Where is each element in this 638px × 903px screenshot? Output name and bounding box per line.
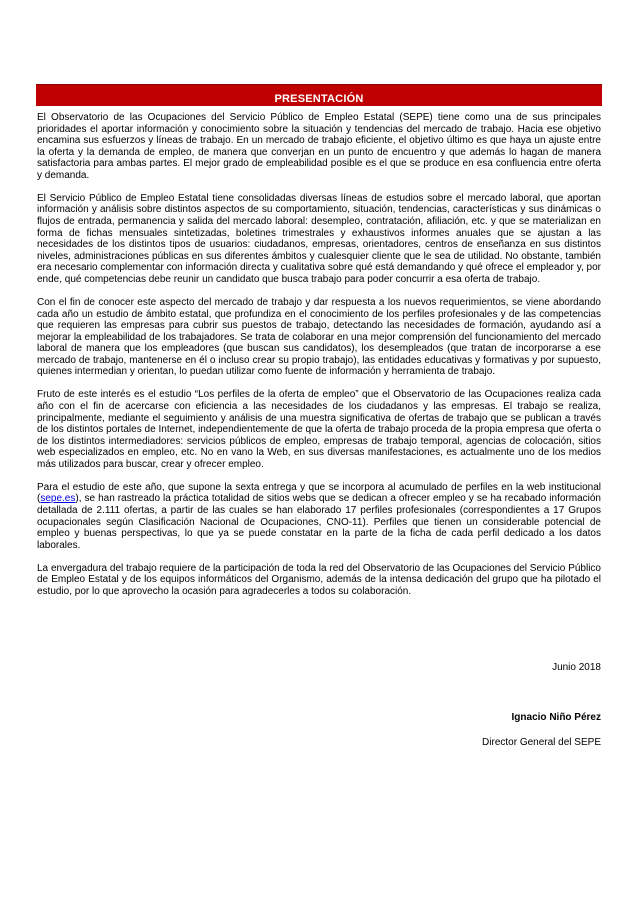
paragraph-2: El Servicio Público de Empleo Estatal tiene consolidadas diversas líneas de estudios sobre el mercado laboral, que aportan información y análisis sobre distintos aspectos de su comportamiento, situación, tendencias, características y sus dinámicas o flujos de entrada, permanencia y salida del mercado laboral: desempleo, contratación, afiliación, etc. y que se materializan en forma de fichas mensuales sintetizadas, boletines trimestrales y exhaustivos informes anuales que se ajustan a las necesidades de los distintos tipos de usuarios: ciudadanos, empresas, orientadores, centros de enseñanza en sus distintos niveles, administraciones públicas en sus diferentes ámbitos y cualesquier cliente que le sea de utilidad. No obstante, también era necesario complementar con información directa y cualitativa sobre qué está demandando y qué ofrece el empleador y, por ende, qué competencias debe reunir un candidato que busca trabajo para poder concurrir a esa oferta de trabajo. (37, 192, 601, 286)
paragraph-4: Fruto de este interés es el estudio “Los perfiles de la oferta de empleo” que el Observatorio de las Ocupaciones realiza cada año con el fin de acercarse con eficiencia a las necesidades de los ciudadanos y las empresas. El trabajo se realiza, principalmente, mediante el seguimiento y análisis de una muestra significativa de ofertas de trabajo que se publican a través de los distintos portales de Internet, independientemente de que la oferta de trabajo proceda de la propia empresa que oferta o de los distintos intermediadores: servicios públicos de empleo, empresas de trabajo temporal, agencias de colocación, sitios web especializados en empleo, etc. No en vano la Web, en sus diversas manifestaciones, es actualmente uno de los medios más utilizados para buscar, crear y ofrecer empleo. (37, 389, 601, 470)
signer-title: Director General del SEPE (482, 737, 601, 748)
paragraph-5-text-end: ), se han rastreado la práctica totalidad de sitios webs que se dedican a ofrecer empleo y se ha recabado información detallada de 2.111 ofertas, a partir de las cuales se han elaborado 17 perfiles profesionales (correspondientes a 17 Grupos ocupacionales según Clasificación Nacional de Ocupaciones, CNO-11). Perfiles que tienen un considerable potencial de empleo y buenas perspectivas, lo que ya se puede constatar en la parte de la ficha de cada perfil dedicado a los datos laborales. (37, 493, 601, 551)
sepe-link[interactable]: sepe.es (40, 493, 76, 505)
paragraph-1: El Observatorio de las Ocupaciones del Servicio Público de Empleo Estatal (SEPE) tiene como una de sus principales prioridades el aportar información y conocimiento sobre la situación y tendencias del mercado de trabajo. Hacia ese objetivo encamina sus esfuerzos y líneas de trabajo. En un mercado de trabajo eficiente, el objetivo último es que haya un ajuste entre la oferta y la demanda de empleo, de manera que converjan en un punto de encuentro y que además lo hagan de manera satisfactoria para ambas partes. El mejor grado de empleabilidad posible es el que se produce en esa confluencia entre oferta y demanda. (37, 112, 601, 181)
paragraph-5-text-start: Para el estudio de este año, que supone la sexta entrega y que se incorpora al acumulado de perfiles en la web institucional ( (37, 481, 601, 505)
paragraph-5 (37, 482, 601, 552)
document-date: Junio 2018 (552, 662, 601, 673)
paragraph-3: Con el fin de conocer este aspecto del mercado de trabajo y dar respuesta a los nuevos requerimientos, se viene abordando cada año un estudio de ámbito estatal, que profundiza en el conocimiento de los perfiles profesionales y de las competencias que requieren las empresas para cubrir sus puestos de trabajo, detectando las necesidades de formación, ayudando así a mejorar la empleabilidad de los trabajadores. Se trata de colaborar en una mejor comprensión del funcionamiento del mercado laboral de manera que los empleadores (que buscan sus candidatos), los desempleados (que tratan de incorporarse a ese mercado de trabajo, mantenerse en él o incluso crear su propio trabajo), las entidades educativas y formativas y por supuesto, quienes intermedian y orientan, lo puedan utilizar como fuente de información y herramienta de trabajo. (37, 296, 601, 378)
section-title: PRESENTACIÓN (274, 93, 364, 105)
presentation-body (37, 112, 601, 609)
section-header-band (36, 84, 602, 106)
signer-name: Ignacio Niño Pérez (511, 712, 601, 723)
paragraph-6: La envergadura del trabajo requiere de la participación de toda la red del Observatorio de las Ocupaciones del Servicio Público de Empleo Estatal y de los equipos informáticos del Organismo, además de la intensa dedicación del grupo que ha pilotado el estudio, por lo que aprovecho la ocasión para agradecerles a todos su colaboración. (37, 562, 601, 597)
